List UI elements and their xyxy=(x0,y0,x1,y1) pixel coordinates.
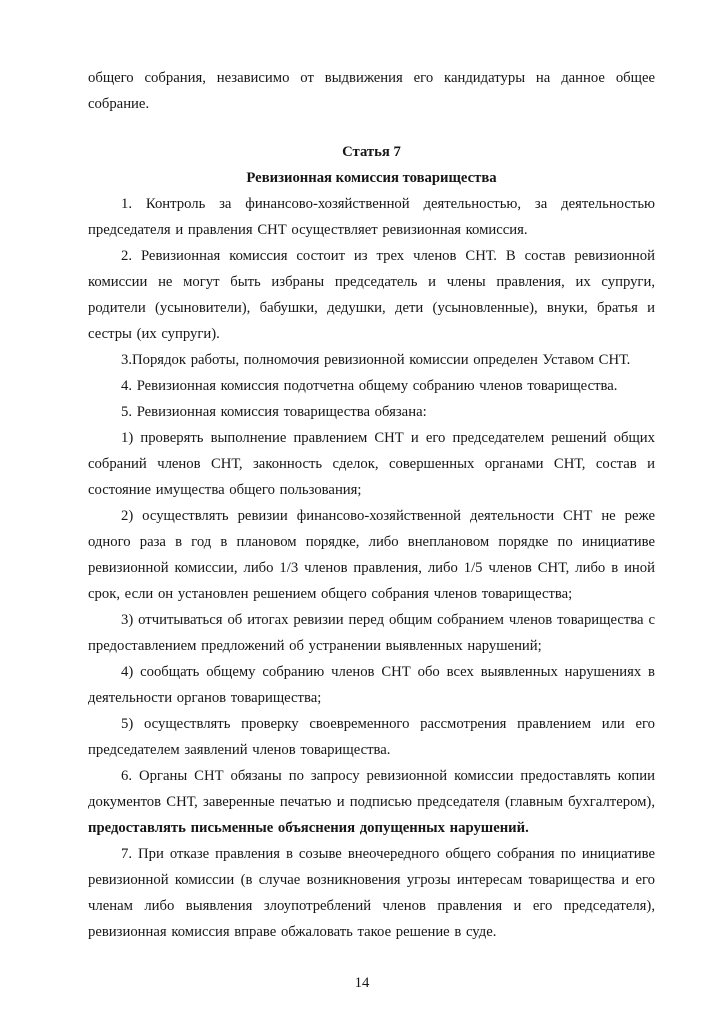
paragraph xyxy=(88,607,655,659)
paragraph-text: 2) осуществлять ревизии финансово-хозяйственной деятельности СНТ не реже одного раза в год в плановом порядке, либо внеплановом порядке по инициативе ревизионной комиссии, либо 1/3 членов правления, либо 1/5 членов СНТ, либо в иной срок, если он установлен решением общего собрания членов товарищества; xyxy=(88,508,655,602)
paragraph-text: 5. Ревизионная комиссия товарищества обязана: xyxy=(121,404,427,420)
paragraph-text: 1. Контроль за финансово-хозяйственной деятельностью, за деятельностью председателя и правления СНТ осуществляет ревизионная комиссия. xyxy=(88,196,655,238)
paragraph xyxy=(88,399,655,425)
article-subtitle: Ревизионная комиссия товарищества xyxy=(246,170,497,186)
paragraph-text: 2. Ревизионная комиссия состоит из трех членов СНТ. В состав ревизионной комиссии не могут быть избраны председатель и члены правления, их супруги, родители (усыновители), бабушки, дедушки, дети (усыновленные), внуки, братья и сестры (их супруги). xyxy=(88,248,655,342)
article-title: Статья 7 xyxy=(342,144,401,160)
paragraph xyxy=(88,425,655,503)
paragraph xyxy=(88,243,655,347)
paragraph-text: 3.Порядок работы, полномочия ревизионной комиссии определен Уставом СНТ. xyxy=(121,352,631,368)
paragraph-text: 4) сообщать общему собранию членов СНТ обо всех выявленных нарушениях в деятельности органов товарищества; xyxy=(88,664,655,706)
paragraph-text: 6. Органы СНТ обязаны по запросу ревизионной комиссии предоставлять копии документов СНТ, заверенные печатью и подписью председателя (главным бухгалтером), xyxy=(88,768,655,810)
paragraph xyxy=(88,659,655,711)
paragraph xyxy=(88,347,655,373)
paragraph-text: 5) осуществлять проверку своевременного рассмотрения правлением или его председателем заявлений членов товарищества. xyxy=(88,716,655,758)
paragraph-text: 1) проверять выполнение правлением СНТ и его председателем решений общих собраний членов СНТ, законность сделок, совершенных органами СНТ, состав и состояние имущества общего пользования; xyxy=(88,430,655,498)
paragraph-continuation xyxy=(88,65,655,117)
paragraph-text: 3) отчитываться об итогах ревизии перед общим собранием членов товарищества с предоставлением предложений об устранении выявленных нарушений; xyxy=(88,612,655,654)
document-body xyxy=(88,65,655,945)
paragraph-bold-text: предоставлять письменные объяснения допущенных нарушений. xyxy=(88,820,529,836)
paragraph xyxy=(88,503,655,607)
paragraph-text: общего собрания, независимо от выдвижения его кандидатуры на данное общее собрание. xyxy=(88,70,655,112)
paragraph xyxy=(88,191,655,243)
paragraph xyxy=(88,373,655,399)
paragraph xyxy=(88,711,655,763)
paragraph xyxy=(88,841,655,945)
paragraph-text: 7. При отказе правления в созыве внеочередного общего собрания по инициативе ревизионной комиссии (в случае возникновения угрозы интересам товарищества и его членам либо выявления злоупотреблений членов правления и его председателя), ревизионная комиссия вправе обжаловать такое решение в суде. xyxy=(88,846,655,940)
paragraph-text: 4. Ревизионная комиссия подотчетна общему собранию членов товарищества. xyxy=(121,378,618,394)
article-heading-block xyxy=(88,139,655,191)
page-number: 14 xyxy=(354,975,370,991)
paragraph xyxy=(88,763,655,841)
